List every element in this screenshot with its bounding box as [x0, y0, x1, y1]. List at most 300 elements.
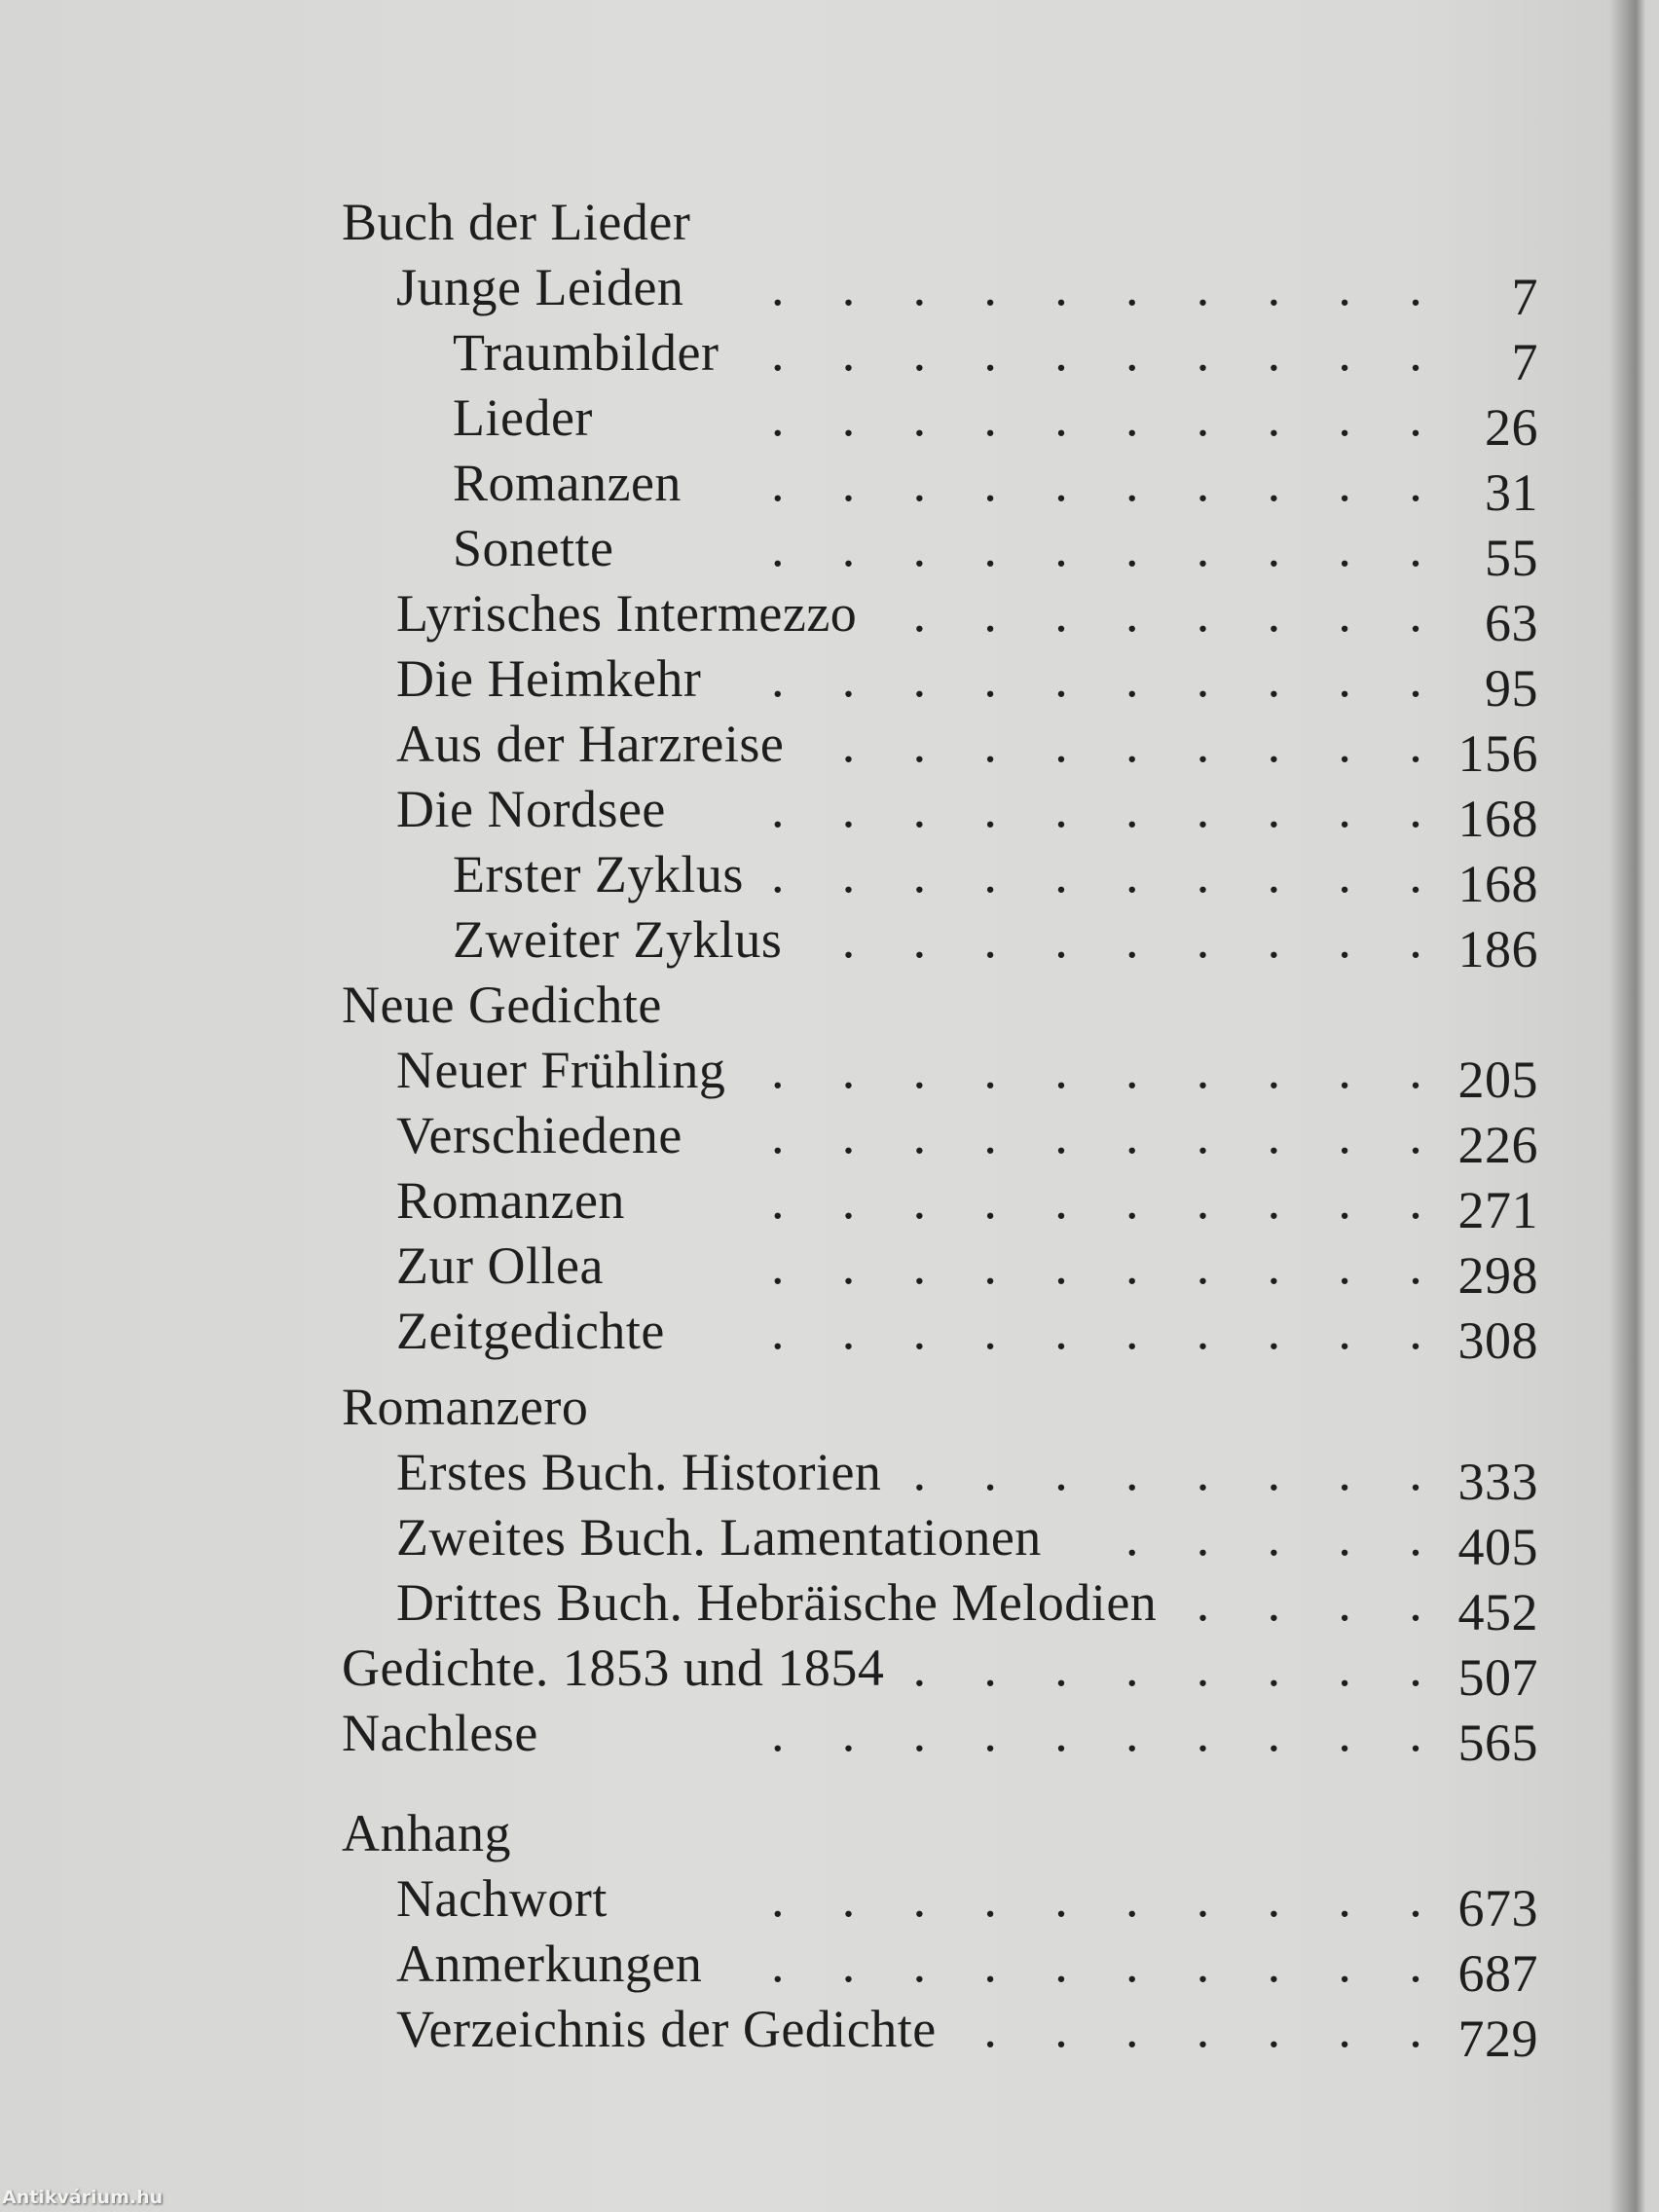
leader-dot: .: [1196, 1704, 1210, 1762]
leader-dot: .: [1409, 715, 1423, 773]
leader-dot: .: [1338, 1935, 1352, 1993]
leader-dot: .: [1409, 519, 1423, 577]
toc-entry: [0, 712, 1659, 783]
leader-dot: .: [1338, 649, 1352, 708]
toc-section: [0, 1701, 1659, 1772]
leader-dot: .: [1267, 1443, 1281, 1501]
leader-dot: .: [983, 519, 998, 577]
leader-dot: .: [983, 1041, 998, 1099]
leader-dot: .: [983, 1869, 998, 1928]
leader-dot: .: [1338, 1171, 1352, 1230]
leader-dot: .: [1267, 910, 1281, 969]
leader-dot: .: [1054, 258, 1069, 316]
leader-dot: .: [912, 1041, 927, 1099]
leader-dot: .: [1196, 1935, 1210, 1993]
leader-dot: .: [912, 258, 927, 316]
toc-page-number: 687: [1457, 1944, 1538, 2003]
leader-dot: .: [1196, 1639, 1210, 1697]
leader-dot: .: [1125, 1443, 1139, 1501]
leader-dot: .: [1409, 1443, 1423, 1501]
leader-dot: .: [912, 1935, 927, 1993]
leader-dot: .: [1338, 258, 1352, 316]
leader-dot: .: [1125, 388, 1139, 447]
leader-dot: .: [1125, 780, 1139, 838]
toc-entry-title: Erstes Buch. Historien: [396, 1443, 882, 1501]
leader-dot: .: [1054, 910, 1069, 969]
leader-dot: .: [1267, 1041, 1281, 1099]
leader-dot: .: [912, 1869, 927, 1928]
toc-entry: [0, 646, 1659, 718]
toc-entry: [0, 1440, 1659, 1511]
leader-dot: .: [983, 845, 998, 903]
leader-dot: .: [1409, 780, 1423, 838]
toc-entry-title: Romanzen: [453, 454, 682, 512]
toc-entry-title: Verzeichnis der Gedichte: [396, 2000, 937, 2058]
leader-dot: .: [1054, 1935, 1069, 1993]
leader-dot: .: [1196, 1236, 1210, 1295]
leader-dot: .: [1409, 1041, 1423, 1099]
leader-dot: .: [1267, 1639, 1281, 1697]
leader-dot: .: [912, 1704, 927, 1762]
leader-dot: .: [771, 454, 785, 512]
toc-entry: [0, 1103, 1659, 1174]
leader-dot: .: [1409, 1704, 1423, 1762]
leader-dot: .: [1054, 1704, 1069, 1762]
leader-dot: .: [1196, 845, 1210, 903]
leader-dot: .: [983, 1302, 998, 1360]
leader-dot: .: [1409, 1508, 1423, 1567]
leader-dot: .: [983, 258, 998, 316]
leader-dot: .: [1196, 910, 1210, 969]
toc-entry: [0, 842, 1659, 913]
leader-dot: .: [1125, 258, 1139, 316]
leader-dot: .: [1125, 845, 1139, 903]
leader-dot: .: [1125, 1106, 1139, 1164]
leader-dot: .: [1338, 2000, 1352, 2058]
leader-dot: .: [1196, 1302, 1210, 1360]
leader-dot: .: [1267, 323, 1281, 382]
leader-dot: .: [1125, 2000, 1139, 2058]
leader-dot: .: [771, 258, 785, 316]
leader-dot: .: [1338, 323, 1352, 382]
toc-section: [0, 1801, 1659, 1866]
leader-dot: .: [841, 454, 856, 512]
leader-dot: .: [1125, 519, 1139, 577]
leader-dot: .: [1267, 519, 1281, 577]
toc-entry: [0, 320, 1659, 391]
leader-dot: .: [841, 780, 856, 838]
toc-entry-title: Anmerkungen: [396, 1935, 703, 1993]
leader-dot: .: [1196, 519, 1210, 577]
toc-page-number: 186: [1457, 920, 1538, 978]
leader-dot: .: [1196, 780, 1210, 838]
leader-dot: .: [1338, 780, 1352, 838]
leader-dot: .: [983, 1443, 998, 1501]
toc-entry-title: Drittes Buch. Hebräische Melodien: [396, 1573, 1158, 1632]
leader-dot: .: [1409, 1639, 1423, 1697]
leader-dot: .: [1054, 519, 1069, 577]
leader-dot: .: [983, 780, 998, 838]
toc-section: [0, 973, 1659, 1038]
toc-entry: [0, 907, 1659, 978]
leader-dot: .: [1409, 910, 1423, 969]
leader-dot: .: [771, 388, 785, 447]
leader-dot: .: [1054, 715, 1069, 773]
leader-dot: .: [912, 845, 927, 903]
toc-entry: [0, 581, 1659, 652]
toc-page-number: 7: [1511, 268, 1538, 326]
leader-dot: .: [1338, 1236, 1352, 1295]
leader-dot: .: [912, 323, 927, 382]
leader-dot: .: [1196, 1106, 1210, 1164]
leader-dot: .: [1125, 584, 1139, 643]
leader-dot: .: [1196, 649, 1210, 708]
leader-dot: .: [1267, 1106, 1281, 1164]
leader-dot: .: [1267, 388, 1281, 447]
leader-dot: .: [1409, 323, 1423, 382]
leader-dot: .: [1054, 1639, 1069, 1697]
leader-dot: .: [1054, 1106, 1069, 1164]
leader-dot: .: [841, 1869, 856, 1928]
leader-dot: .: [1054, 780, 1069, 838]
toc-entry-title: Zweites Buch. Lamentationen: [396, 1508, 1042, 1567]
leader-dot: .: [1338, 1573, 1352, 1632]
leader-dot: .: [1054, 649, 1069, 708]
leader-dot: .: [1409, 1236, 1423, 1295]
toc-entry: [0, 1038, 1659, 1109]
toc-entry-title: Gedichte. 1853 und 1854: [342, 1639, 885, 1697]
toc-entry: [0, 386, 1659, 457]
leader-dot: .: [841, 1106, 856, 1164]
leader-dot: .: [1338, 519, 1352, 577]
toc-entry-title: Die Heimkehr: [396, 649, 702, 708]
leader-dot: .: [1267, 649, 1281, 708]
toc-page-number: 452: [1457, 1583, 1538, 1641]
leader-dot: .: [1125, 1508, 1139, 1567]
leader-dot: .: [1196, 1443, 1210, 1501]
toc-entry: [0, 255, 1659, 326]
leader-dot: .: [1409, 1935, 1423, 1993]
leader-dot: .: [1054, 1236, 1069, 1295]
toc-page-number: 226: [1457, 1116, 1538, 1174]
leader-dot: .: [1267, 845, 1281, 903]
leader-dot: .: [1338, 1639, 1352, 1697]
toc-entry-title: Zeitgedichte: [396, 1302, 665, 1360]
toc-entry-title: Anhang: [342, 1804, 511, 1862]
leader-dot: .: [983, 1935, 998, 1993]
leader-dot: .: [1125, 454, 1139, 512]
leader-dot: .: [983, 910, 998, 969]
toc-entry: [0, 516, 1659, 587]
toc-page-number: 298: [1457, 1246, 1538, 1305]
leader-dot: .: [1196, 2000, 1210, 2058]
leader-dot: .: [983, 323, 998, 382]
leader-dot: .: [1267, 454, 1281, 512]
leader-dot: .: [1267, 780, 1281, 838]
leader-dot: .: [1409, 388, 1423, 447]
toc-page-number: 507: [1457, 1648, 1538, 1707]
leader-dot: .: [1409, 845, 1423, 903]
leader-dot: .: [1125, 323, 1139, 382]
toc-entry-title: Nachlese: [342, 1704, 538, 1762]
leader-dot: .: [983, 388, 998, 447]
toc-entry-title: Neuer Frühling: [396, 1041, 726, 1099]
leader-dot: .: [912, 388, 927, 447]
leader-dot: .: [1054, 584, 1069, 643]
leader-dot: .: [841, 1935, 856, 1993]
table-of-contents: [0, 190, 1659, 2068]
leader-dot: .: [1409, 1171, 1423, 1230]
leader-dot: .: [841, 258, 856, 316]
leader-dot: .: [912, 454, 927, 512]
toc-entry-title: Sonette: [453, 519, 614, 577]
toc-entry-title: Aus der Harzreise: [396, 715, 785, 773]
toc-page-number: 729: [1457, 2009, 1538, 2068]
toc-page-number: 63: [1485, 594, 1538, 652]
toc-page-number: 168: [1457, 790, 1538, 848]
toc-entry-title: Junge Leiden: [396, 258, 684, 316]
toc-page-number: 55: [1485, 529, 1538, 587]
toc-page-number: 31: [1485, 463, 1538, 522]
toc-page-number: 205: [1457, 1051, 1538, 1109]
leader-dot: .: [841, 1302, 856, 1360]
leader-dot: .: [1338, 584, 1352, 643]
leader-dot: .: [1125, 1869, 1139, 1928]
toc-page-number: 333: [1457, 1453, 1538, 1511]
leader-dot: .: [1409, 584, 1423, 643]
leader-dot: .: [841, 388, 856, 447]
toc-page-number: 7: [1511, 333, 1538, 391]
watermark: Antikvárium.hu: [2, 2187, 164, 2208]
leader-dot: .: [771, 1935, 785, 1993]
leader-dot: .: [912, 780, 927, 838]
leader-dot: .: [1196, 715, 1210, 773]
leader-dot: .: [1196, 1041, 1210, 1099]
leader-dot: .: [1267, 1704, 1281, 1762]
leader-dot: .: [1054, 1443, 1069, 1501]
leader-dot: .: [1338, 388, 1352, 447]
toc-entry-title: Die Nordsee: [396, 780, 666, 838]
leader-dot: .: [771, 519, 785, 577]
leader-dot: .: [1054, 1171, 1069, 1230]
leader-dot: .: [841, 910, 856, 969]
leader-dot: .: [1409, 1573, 1423, 1632]
leader-dot: .: [1409, 1869, 1423, 1928]
leader-dot: .: [1196, 1508, 1210, 1567]
toc-entry: [0, 1932, 1659, 2003]
toc-entry: [0, 1505, 1659, 1576]
leader-dot: .: [771, 845, 785, 903]
leader-dot: .: [912, 1302, 927, 1360]
leader-dot: .: [912, 584, 927, 643]
leader-dot: .: [1125, 910, 1139, 969]
toc-entry-title: Erster Zyklus: [453, 845, 744, 903]
leader-dot: .: [912, 649, 927, 708]
leader-dot: .: [1196, 1573, 1210, 1632]
leader-dot: .: [912, 1106, 927, 1164]
toc-page-number: 26: [1485, 398, 1538, 457]
leader-dot: .: [1409, 649, 1423, 708]
leader-dot: .: [771, 1171, 785, 1230]
leader-dot: .: [983, 1236, 998, 1295]
toc-entry-title: Lyrisches Intermezzo: [396, 584, 858, 643]
leader-dot: .: [1409, 258, 1423, 316]
leader-dot: .: [1054, 1869, 1069, 1928]
leader-dot: .: [1267, 258, 1281, 316]
leader-dot: .: [983, 715, 998, 773]
toc-page-number: 565: [1457, 1714, 1538, 1772]
leader-dot: .: [1196, 258, 1210, 316]
leader-dot: .: [1267, 1935, 1281, 1993]
toc-entry: [0, 1866, 1659, 1937]
leader-dot: .: [1054, 323, 1069, 382]
toc-entry: [0, 1570, 1659, 1641]
leader-dot: .: [1338, 1041, 1352, 1099]
toc-entry-title: Buch der Lieder: [342, 193, 691, 251]
leader-dot: .: [983, 1704, 998, 1762]
leader-dot: .: [771, 323, 785, 382]
leader-dot: .: [841, 715, 856, 773]
toc-entry: [0, 1997, 1659, 2068]
leader-dot: .: [841, 1704, 856, 1762]
leader-dot: .: [1338, 1704, 1352, 1762]
leader-dot: .: [841, 1236, 856, 1295]
leader-dot: .: [1267, 1171, 1281, 1230]
leader-dot: .: [1409, 1302, 1423, 1360]
leader-dot: .: [1196, 1171, 1210, 1230]
leader-dot: .: [1196, 454, 1210, 512]
toc-entry: [0, 1168, 1659, 1239]
toc-entry: [0, 1234, 1659, 1305]
leader-dot: .: [1196, 323, 1210, 382]
leader-dot: .: [912, 910, 927, 969]
leader-dot: .: [1125, 715, 1139, 773]
toc-entry-title: Verschiedene: [396, 1106, 682, 1164]
leader-dot: .: [1054, 1041, 1069, 1099]
leader-dot: .: [1267, 584, 1281, 643]
leader-dot: .: [1267, 1869, 1281, 1928]
leader-dot: .: [1054, 1302, 1069, 1360]
leader-dot: .: [1125, 1935, 1139, 1993]
toc-entry-title: Zur Ollea: [396, 1236, 604, 1295]
toc-entry-title: Zweiter Zyklus: [453, 910, 783, 969]
leader-dot: .: [1338, 715, 1352, 773]
leader-dot: .: [912, 1639, 927, 1697]
leader-dot: .: [1267, 2000, 1281, 2058]
toc-page-number: 405: [1457, 1518, 1538, 1576]
toc-page-number: 673: [1457, 1879, 1538, 1937]
toc-entry-title: Nachwort: [396, 1869, 608, 1928]
leader-dot: .: [1267, 1508, 1281, 1567]
leader-dot: .: [1196, 584, 1210, 643]
leader-dot: .: [983, 584, 998, 643]
leader-dot: .: [1196, 1869, 1210, 1928]
leader-dot: .: [1267, 1573, 1281, 1632]
toc-entry-title: Romanzen: [396, 1171, 625, 1230]
leader-dot: .: [1054, 2000, 1069, 2058]
leader-dot: .: [1125, 1704, 1139, 1762]
leader-dot: .: [1125, 1639, 1139, 1697]
leader-dot: .: [1409, 2000, 1423, 2058]
leader-dot: .: [1267, 715, 1281, 773]
leader-dot: .: [1338, 1302, 1352, 1360]
leader-dot: .: [1125, 1041, 1139, 1099]
leader-dot: .: [983, 649, 998, 708]
leader-dot: .: [841, 323, 856, 382]
leader-dot: .: [1125, 649, 1139, 708]
leader-dot: .: [771, 1869, 785, 1928]
leader-dot: .: [1054, 454, 1069, 512]
toc-section: [0, 1636, 1659, 1707]
leader-dot: .: [983, 1639, 998, 1697]
leader-dot: .: [1125, 1302, 1139, 1360]
leader-dot: .: [1338, 845, 1352, 903]
leader-dot: .: [1125, 1171, 1139, 1230]
leader-dot: .: [1267, 1236, 1281, 1295]
leader-dot: .: [983, 1106, 998, 1164]
leader-dot: .: [912, 1236, 927, 1295]
leader-dot: .: [912, 519, 927, 577]
leader-dot: .: [1196, 388, 1210, 447]
leader-dot: .: [841, 1041, 856, 1099]
leader-dot: .: [1338, 1106, 1352, 1164]
toc-page-number: 168: [1457, 855, 1538, 913]
leader-dot: .: [1054, 388, 1069, 447]
toc-page-number: 271: [1457, 1181, 1538, 1239]
toc-entry: [0, 1299, 1659, 1370]
leader-dot: .: [771, 780, 785, 838]
leader-dot: .: [912, 1443, 927, 1501]
leader-dot: .: [983, 1171, 998, 1230]
leader-dot: .: [1338, 454, 1352, 512]
leader-dot: .: [1125, 1236, 1139, 1295]
toc-entry-title: Neue Gedichte: [342, 976, 662, 1034]
leader-dot: .: [1338, 910, 1352, 969]
leader-dot: .: [983, 2000, 998, 2058]
leader-dot: .: [771, 1041, 785, 1099]
leader-dot: .: [771, 649, 785, 708]
leader-dot: .: [841, 519, 856, 577]
toc-entry: [0, 451, 1659, 522]
leader-dot: .: [771, 1302, 785, 1360]
leader-dot: .: [912, 715, 927, 773]
toc-entry: [0, 777, 1659, 848]
toc-entry-title: Romanzero: [342, 1378, 589, 1436]
leader-dot: .: [771, 1236, 785, 1295]
toc-page-number: 95: [1485, 659, 1538, 718]
leader-dot: .: [1338, 1443, 1352, 1501]
toc-page-number: 156: [1457, 724, 1538, 783]
toc-entry-title: Traumbilder: [453, 323, 719, 382]
leader-dot: .: [912, 1171, 927, 1230]
leader-dot: .: [771, 1704, 785, 1762]
leader-dot: .: [1409, 1106, 1423, 1164]
leader-dot: .: [771, 1106, 785, 1164]
toc-page-number: 308: [1457, 1311, 1538, 1370]
leader-dot: .: [983, 454, 998, 512]
toc-section: [0, 1375, 1659, 1440]
toc-entry-title: Lieder: [453, 388, 593, 447]
leader-dot: .: [841, 1171, 856, 1230]
leader-dot: .: [1338, 1869, 1352, 1928]
leader-dot: .: [1267, 1302, 1281, 1360]
leader-dot: .: [841, 845, 856, 903]
leader-dot: .: [1409, 454, 1423, 512]
leader-dot: .: [841, 649, 856, 708]
leader-dot: .: [1054, 845, 1069, 903]
leader-dot: .: [1338, 1508, 1352, 1567]
toc-section: [0, 190, 1659, 255]
